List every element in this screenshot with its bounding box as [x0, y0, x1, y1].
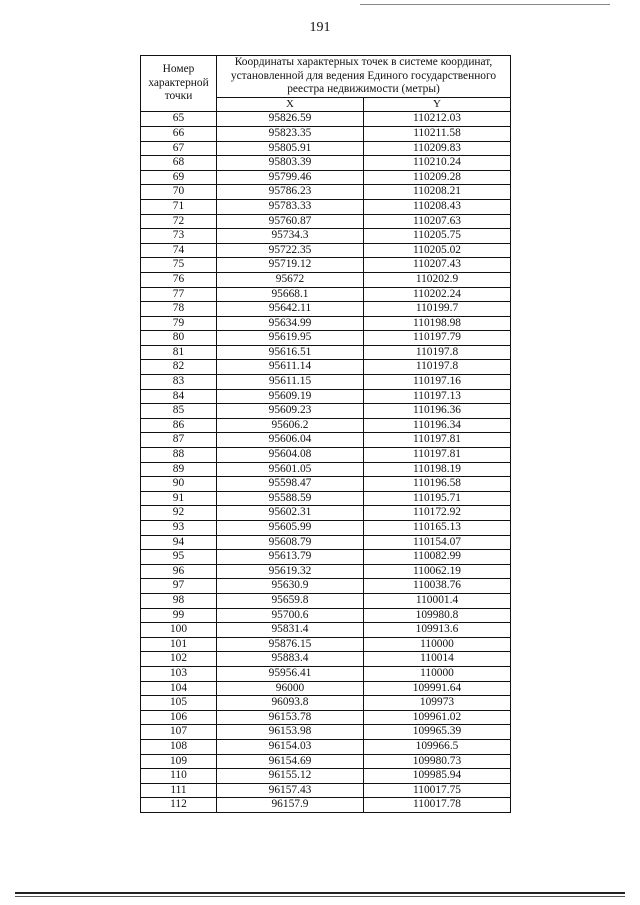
x-coordinate-cell: 96157.9 — [217, 798, 364, 813]
x-coordinate-cell: 95634.99 — [217, 316, 364, 331]
table-row — [141, 345, 511, 360]
point-number-cell: 86 — [141, 418, 217, 433]
y-coordinate-cell: 110207.63 — [364, 214, 511, 229]
point-number-cell: 100 — [141, 623, 217, 638]
x-coordinate-cell: 95606.2 — [217, 418, 364, 433]
point-number-cell: 79 — [141, 316, 217, 331]
x-coordinate-cell: 95803.39 — [217, 156, 364, 171]
y-coordinate-cell: 110197.79 — [364, 331, 511, 346]
y-coordinate-cell: 110197.8 — [364, 360, 511, 375]
y-coordinate-cell: 110205.75 — [364, 229, 511, 244]
table-row — [141, 521, 511, 536]
x-coordinate-cell: 95831.4 — [217, 623, 364, 638]
y-coordinate-cell: 110165.13 — [364, 521, 511, 536]
table-row — [141, 798, 511, 813]
table-row — [141, 126, 511, 141]
table-row — [141, 739, 511, 754]
point-number-cell: 94 — [141, 535, 217, 550]
y-coordinate-cell: 110197.81 — [364, 448, 511, 463]
x-coordinate-cell: 95606.04 — [217, 433, 364, 448]
point-number-cell: 103 — [141, 666, 217, 681]
table-row — [141, 112, 511, 127]
x-coordinate-cell: 95672 — [217, 272, 364, 287]
y-coordinate-cell: 109966.5 — [364, 739, 511, 754]
point-number-cell: 76 — [141, 272, 217, 287]
x-coordinate-cell: 95783.33 — [217, 199, 364, 214]
x-coordinate-cell: 95609.19 — [217, 389, 364, 404]
y-coordinate-cell: 110211.58 — [364, 126, 511, 141]
y-coordinate-cell: 110207.43 — [364, 258, 511, 273]
y-coordinate-cell: 110209.28 — [364, 170, 511, 185]
table-row — [141, 229, 511, 244]
x-coordinate-cell: 95608.79 — [217, 535, 364, 550]
point-number-cell: 83 — [141, 375, 217, 390]
x-coordinate-cell: 96153.98 — [217, 725, 364, 740]
point-number-cell: 106 — [141, 710, 217, 725]
point-number-cell: 66 — [141, 126, 217, 141]
x-coordinate-cell: 95659.8 — [217, 593, 364, 608]
x-coordinate-cell: 95883.4 — [217, 652, 364, 667]
point-number-cell: 90 — [141, 477, 217, 492]
y-coordinate-cell: 109980.8 — [364, 608, 511, 623]
x-coordinate-cell: 95613.79 — [217, 550, 364, 565]
header-x: X — [217, 97, 364, 112]
point-number-cell: 65 — [141, 112, 217, 127]
y-coordinate-cell: 110198.19 — [364, 462, 511, 477]
table-row — [141, 535, 511, 550]
table-row — [141, 243, 511, 258]
x-coordinate-cell: 96000 — [217, 681, 364, 696]
point-number-cell: 112 — [141, 798, 217, 813]
table-row — [141, 302, 511, 317]
y-coordinate-cell: 109913.6 — [364, 623, 511, 638]
table-row — [141, 272, 511, 287]
x-coordinate-cell: 95630.9 — [217, 579, 364, 594]
table-row — [141, 331, 511, 346]
x-coordinate-cell: 95605.99 — [217, 521, 364, 536]
y-coordinate-cell: 110208.21 — [364, 185, 511, 200]
x-coordinate-cell: 95602.31 — [217, 506, 364, 521]
table-row — [141, 710, 511, 725]
table-row — [141, 652, 511, 667]
x-coordinate-cell: 96155.12 — [217, 769, 364, 784]
x-coordinate-cell: 95604.08 — [217, 448, 364, 463]
header-point-number: Номер характерной точки — [141, 56, 217, 112]
x-coordinate-cell: 95611.14 — [217, 360, 364, 375]
table-row — [141, 462, 511, 477]
table-row — [141, 783, 511, 798]
table-row — [141, 754, 511, 769]
table-row — [141, 608, 511, 623]
point-number-cell: 91 — [141, 491, 217, 506]
y-coordinate-cell: 110197.16 — [364, 375, 511, 390]
y-coordinate-cell: 110196.58 — [364, 477, 511, 492]
header-y: Y — [364, 97, 511, 112]
x-coordinate-cell: 95588.59 — [217, 491, 364, 506]
x-coordinate-cell: 95805.91 — [217, 141, 364, 156]
point-number-cell: 85 — [141, 404, 217, 419]
y-coordinate-cell: 110195.71 — [364, 491, 511, 506]
x-coordinate-cell: 95598.47 — [217, 477, 364, 492]
y-coordinate-cell: 110202.9 — [364, 272, 511, 287]
y-coordinate-cell: 110082.99 — [364, 550, 511, 565]
point-number-cell: 97 — [141, 579, 217, 594]
point-number-cell: 108 — [141, 739, 217, 754]
table-row — [141, 418, 511, 433]
point-number-cell: 81 — [141, 345, 217, 360]
point-number-cell: 92 — [141, 506, 217, 521]
table-row — [141, 725, 511, 740]
table-body — [141, 112, 511, 813]
y-coordinate-cell: 110197.8 — [364, 345, 511, 360]
table-row — [141, 316, 511, 331]
y-coordinate-cell: 110196.34 — [364, 418, 511, 433]
x-coordinate-cell: 95601.05 — [217, 462, 364, 477]
y-coordinate-cell: 110000 — [364, 666, 511, 681]
header-coordinates: Координаты характерных точек в системе координат, установленной для ведения Единого государственного реестра недвижимости (метры) — [217, 56, 511, 98]
point-number-cell: 68 — [141, 156, 217, 171]
y-coordinate-cell: 110062.19 — [364, 564, 511, 579]
y-coordinate-cell: 109973 — [364, 696, 511, 711]
table-row — [141, 287, 511, 302]
table-row — [141, 506, 511, 521]
point-number-cell: 70 — [141, 185, 217, 200]
point-number-cell: 102 — [141, 652, 217, 667]
y-coordinate-cell: 110197.13 — [364, 389, 511, 404]
table-row — [141, 214, 511, 229]
point-number-cell: 80 — [141, 331, 217, 346]
point-number-cell: 109 — [141, 754, 217, 769]
table-row — [141, 156, 511, 171]
page-number: 191 — [309, 20, 331, 35]
top-scan-line — [360, 4, 610, 5]
y-coordinate-cell: 110014 — [364, 652, 511, 667]
y-coordinate-cell: 109985.94 — [364, 769, 511, 784]
point-number-cell: 78 — [141, 302, 217, 317]
y-coordinate-cell: 110212.03 — [364, 112, 511, 127]
x-coordinate-cell: 96154.03 — [217, 739, 364, 754]
point-number-cell: 87 — [141, 433, 217, 448]
table-row — [141, 185, 511, 200]
x-coordinate-cell: 95956.41 — [217, 666, 364, 681]
table-row — [141, 681, 511, 696]
point-number-cell: 73 — [141, 229, 217, 244]
table-row — [141, 623, 511, 638]
y-coordinate-cell: 110208.43 — [364, 199, 511, 214]
coordinates-table — [140, 55, 511, 813]
x-coordinate-cell: 96154.69 — [217, 754, 364, 769]
table-row — [141, 448, 511, 463]
y-coordinate-cell: 110154.07 — [364, 535, 511, 550]
point-number-cell: 88 — [141, 448, 217, 463]
x-coordinate-cell: 95616.51 — [217, 345, 364, 360]
x-coordinate-cell: 95611.15 — [217, 375, 364, 390]
point-number-cell: 104 — [141, 681, 217, 696]
footer-rule — [15, 892, 625, 894]
point-number-cell: 98 — [141, 593, 217, 608]
x-coordinate-cell: 95642.11 — [217, 302, 364, 317]
x-coordinate-cell: 95876.15 — [217, 637, 364, 652]
x-coordinate-cell: 95826.59 — [217, 112, 364, 127]
y-coordinate-cell: 110198.98 — [364, 316, 511, 331]
point-number-cell: 95 — [141, 550, 217, 565]
y-coordinate-cell: 110038.76 — [364, 579, 511, 594]
point-number-cell: 111 — [141, 783, 217, 798]
x-coordinate-cell: 95799.46 — [217, 170, 364, 185]
point-number-cell: 93 — [141, 521, 217, 536]
y-coordinate-cell: 109965.39 — [364, 725, 511, 740]
y-coordinate-cell: 110199.7 — [364, 302, 511, 317]
y-coordinate-cell: 110202.24 — [364, 287, 511, 302]
table-row — [141, 593, 511, 608]
x-coordinate-cell: 95760.87 — [217, 214, 364, 229]
x-coordinate-cell: 95619.95 — [217, 331, 364, 346]
y-coordinate-cell: 109980.73 — [364, 754, 511, 769]
table-row — [141, 375, 511, 390]
point-number-cell: 69 — [141, 170, 217, 185]
point-number-cell: 105 — [141, 696, 217, 711]
table-row — [141, 404, 511, 419]
point-number-cell: 84 — [141, 389, 217, 404]
y-coordinate-cell: 110000 — [364, 637, 511, 652]
y-coordinate-cell: 110196.36 — [364, 404, 511, 419]
y-coordinate-cell: 110001.4 — [364, 593, 511, 608]
point-number-cell: 110 — [141, 769, 217, 784]
y-coordinate-cell: 110172.92 — [364, 506, 511, 521]
x-coordinate-cell: 95719.12 — [217, 258, 364, 273]
point-number-cell: 96 — [141, 564, 217, 579]
x-coordinate-cell: 95734.3 — [217, 229, 364, 244]
y-coordinate-cell: 110017.78 — [364, 798, 511, 813]
x-coordinate-cell: 95722.35 — [217, 243, 364, 258]
table-row — [141, 491, 511, 506]
table-row — [141, 170, 511, 185]
y-coordinate-cell: 110205.02 — [364, 243, 511, 258]
point-number-cell: 67 — [141, 141, 217, 156]
table-row — [141, 477, 511, 492]
y-coordinate-cell: 110197.81 — [364, 433, 511, 448]
table-row — [141, 550, 511, 565]
table-row — [141, 769, 511, 784]
footer-rule-thin — [15, 896, 625, 897]
point-number-cell: 89 — [141, 462, 217, 477]
table-row — [141, 141, 511, 156]
table-row — [141, 666, 511, 681]
point-number-cell: 72 — [141, 214, 217, 229]
x-coordinate-cell: 95619.32 — [217, 564, 364, 579]
x-coordinate-cell: 96157.43 — [217, 783, 364, 798]
y-coordinate-cell: 110017.75 — [364, 783, 511, 798]
x-coordinate-cell: 95786.23 — [217, 185, 364, 200]
point-number-cell: 101 — [141, 637, 217, 652]
table-row — [141, 199, 511, 214]
x-coordinate-cell: 95668.1 — [217, 287, 364, 302]
table-row — [141, 637, 511, 652]
point-number-cell: 71 — [141, 199, 217, 214]
point-number-cell: 107 — [141, 725, 217, 740]
x-coordinate-cell: 96153.78 — [217, 710, 364, 725]
x-coordinate-cell: 95609.23 — [217, 404, 364, 419]
table-row — [141, 433, 511, 448]
point-number-cell: 77 — [141, 287, 217, 302]
x-coordinate-cell: 95700.6 — [217, 608, 364, 623]
y-coordinate-cell: 109991.64 — [364, 681, 511, 696]
y-coordinate-cell: 109961.02 — [364, 710, 511, 725]
table-row — [141, 258, 511, 273]
table-row — [141, 696, 511, 711]
point-number-cell: 82 — [141, 360, 217, 375]
table-row — [141, 360, 511, 375]
table-row — [141, 579, 511, 594]
x-coordinate-cell: 96093.8 — [217, 696, 364, 711]
point-number-cell: 75 — [141, 258, 217, 273]
point-number-cell: 74 — [141, 243, 217, 258]
table-row — [141, 564, 511, 579]
table-row — [141, 389, 511, 404]
y-coordinate-cell: 110209.83 — [364, 141, 511, 156]
point-number-cell: 99 — [141, 608, 217, 623]
x-coordinate-cell: 95823.35 — [217, 126, 364, 141]
y-coordinate-cell: 110210.24 — [364, 156, 511, 171]
